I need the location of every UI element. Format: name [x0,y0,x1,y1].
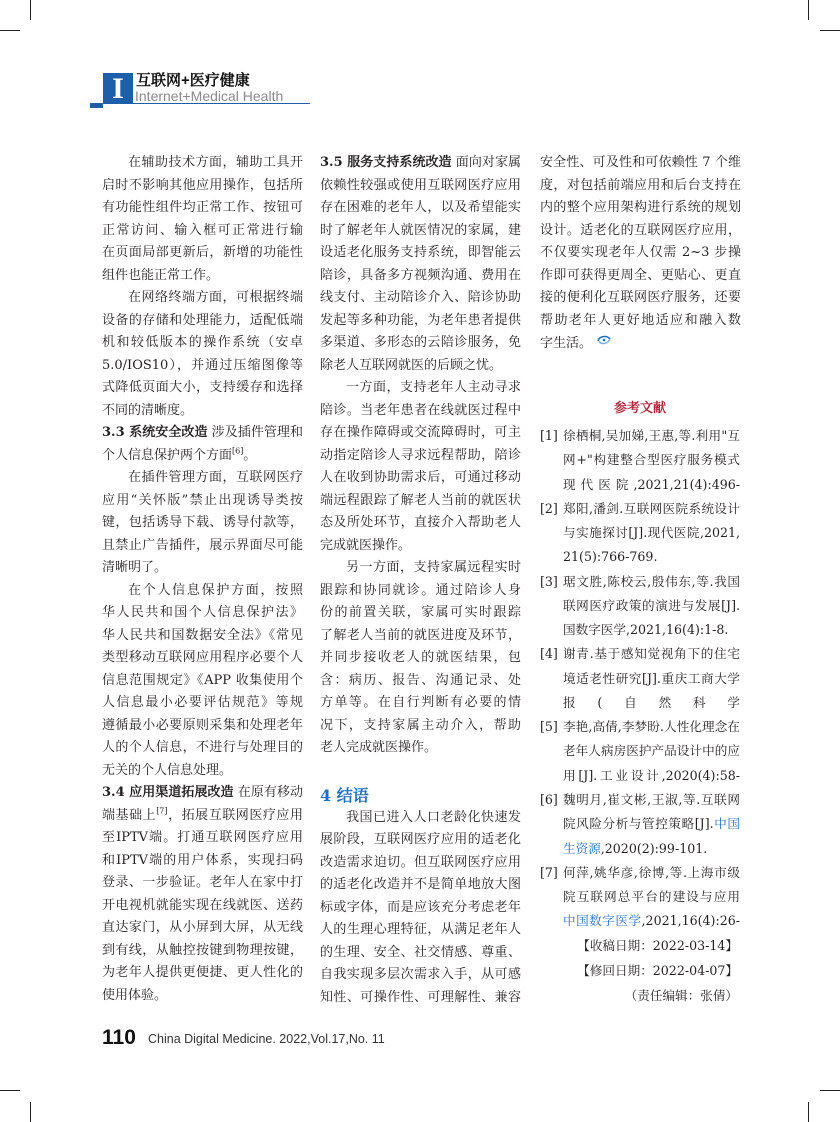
text-span: 标或字体，而是应该充分考虑老年 [320,899,521,915]
text-span: 登录、一步验证。老年人在家中打 [102,875,303,890]
reference-item [540,861,740,934]
revised-date: 【修回日期：2022-04-07】 [577,963,738,978]
text-line [102,557,303,580]
text-span: 陪诊。当老年患者在线就医过程中 [320,402,521,418]
paragraph [540,152,741,355]
crop-mark [820,30,840,31]
text-line [102,332,303,355]
text-span: 开电视机就能实现在线就医、送药 [102,897,303,913]
text-span: 自我实现多层次需求入手，从可感 [320,967,521,982]
text-span: 徐栖桐,吴加娣,王惠,等.利用"互 [563,428,740,443]
text-line [320,715,521,738]
text-span: 信息范围规定》《APP 收集使用个 [102,672,303,688]
reference-line [563,909,740,933]
text-span: 在网络终端方面，可根据终端 [128,290,303,305]
text-line [320,670,521,693]
text-span: 设备的存储和处理能力，适配低端 [102,312,303,328]
text-span: 一方面，支持老年人主动寻求 [346,380,521,395]
text-line [102,220,303,243]
text-line [102,805,303,828]
text-line [102,197,303,220]
text-line [102,467,303,490]
text-line [320,422,521,445]
text-span: 何萍,姚华彦,徐博,等.上海市级 [563,864,740,880]
text-span: 组件也能正常工作。 [102,267,220,283]
reference-number: [3] [540,573,558,589]
text-line [102,670,303,693]
text-span: 面向对家属 [451,155,521,170]
text-line [540,242,741,265]
text-span: 启时不影响其他应用操作，包括所 [102,177,303,193]
text-span: 机和较低版本的操作系统（安卓 [102,335,303,350]
text-line [102,782,303,805]
text-line [102,872,303,895]
text-span: 有功能性组件均正常工作、按钮可 [102,200,303,215]
text-span: 老年人病房医护产品设计中的应 [563,743,740,759]
text-span: 作即可获得更周全、更贴心、更直 [540,267,741,283]
crop-mark [30,1102,31,1122]
reference-line [563,837,740,861]
text-line [102,377,303,400]
text-span: ，拓展互联网医疗应用 [167,807,303,823]
reference-line [563,497,740,521]
text-line [320,692,521,715]
paragraph [102,152,303,287]
text-span: 5.0/IOS10），并通过压缩图像等 [102,357,303,373]
text-span: 为老年人提供更便捷、更人性化的 [102,965,303,980]
text-line [320,535,521,558]
text-span: 21(5):766-769. [563,549,658,565]
text-span: 无关的个人信息处理。 [102,762,233,778]
text-span: 设计。适老化的互联网医疗应用， [540,222,741,238]
section-title-cn: 互联网+医疗健康 [136,72,250,89]
text-span: 设适老化服务支持系统，即智能云 [320,245,521,260]
text-line [102,985,303,1008]
text-line [320,197,521,220]
references-list [540,424,740,934]
text-span: 式降低页面大小，支持缓存和选择 [102,380,303,395]
column-1 [102,152,303,1007]
paragraph [102,782,303,1007]
text-line [320,557,521,580]
reference-line [563,861,740,885]
text-line [320,897,521,920]
text-line [102,310,303,333]
text-span: 陪诊，具备多方视频沟通、费用在 [320,267,521,283]
section-heading: 3.5 服务支持系统改造 [320,155,452,170]
text-span: 。 [243,447,257,463]
text-line [320,987,521,1010]
text-line [320,287,521,310]
text-line [320,807,521,830]
paragraph [102,422,303,467]
text-line [320,220,521,243]
text-span: 遵循最小必要原则采集和处理老年 [102,717,303,733]
reference-line [563,594,740,618]
reference-line [563,788,740,812]
text-line [102,152,303,175]
text-line [102,625,303,648]
text-span: 报(自然科学 [563,694,740,710]
text-span: 况下，支持家属主动介入，帮助 [320,717,521,733]
text-line [540,197,741,220]
journal-citation: China Digital Medicine. 2022,Vol.17,No. 11 [148,1032,385,1046]
crop-mark [30,0,31,20]
reference-line [563,570,740,594]
text-span: 魏明月,崔文彬,王淑,等.互联网 [563,791,740,807]
text-span: 用[J].工业设计,2020(4):58- [563,767,740,783]
text-line [320,852,521,875]
text-line [102,287,303,310]
reference-line [563,812,740,836]
text-line [320,512,521,535]
text-line [320,400,521,423]
text-line [102,850,303,873]
text-span: 人的个人信息，不进行与处理目的 [102,740,303,755]
journal-logo: I [103,73,133,104]
text-line [102,917,303,940]
text-line [540,332,741,355]
text-span: 知性、可操作性、可理解性、兼容 [320,989,521,1005]
text-span: 中国数字医学 [563,913,642,929]
text-span: 的生理、安全、社交情感、尊重、 [320,944,521,960]
text-line [102,242,303,265]
text-line [102,692,303,715]
text-line [102,827,303,850]
received-date: 【收稿日期：2022-03-14】 [577,938,738,953]
text-line [320,332,521,355]
text-span: 正常访问、输入框可正常进行输 [102,222,303,238]
text-span: 老人完成就医操作。 [320,740,438,755]
text-line [320,310,521,333]
text-line [540,310,741,333]
reference-item [540,715,740,788]
text-span: 的适老化改造并不是简单地放大图 [320,877,521,892]
text-span: 联网医疗政策的演进与发展[J]. [563,597,740,613]
citation-superscript: [7] [156,806,168,816]
text-span: 李艳,高倩,李梦盼.人性化理念在 [563,719,740,735]
text-line [102,400,303,423]
text-line [540,220,741,243]
reference-number: [2] [540,500,558,516]
paragraph [320,557,521,760]
text-span: 谢青.基于感知觉视角下的住宅 [563,646,740,662]
text-line [320,242,521,265]
text-span: 院互联网总平台的建设与应用 [563,889,740,905]
reference-line [563,739,740,763]
paragraph [102,467,303,580]
text-span: 郑阳,潘剑.互联网医院系统设计 [563,500,740,516]
text-span: 使用体验。 [102,987,168,1003]
text-span: 与实施探讨[J].现代医院,2021, [563,525,740,541]
text-span: 存在困难的老年人，以及希望能实 [320,200,521,215]
text-line [102,715,303,738]
column-3 [540,152,741,355]
text-line [320,737,521,760]
reference-line [563,473,740,497]
reference-line [563,618,740,642]
crop-mark [808,1102,809,1122]
text-span: 依赖性较强或使用互联网医疗应用 [320,177,521,193]
text-span: 生资源 [563,840,601,856]
text-span: 至IPTV端。打通互联网医疗应用 [102,830,303,845]
text-span: ,2020(2):99-101. [600,840,708,856]
section-heading: 3.4 应用渠道拓展改造 [102,785,234,800]
text-span: 安全性、可及性和可依赖性 7 个维 [540,155,741,170]
text-span: 多渠道、多形态的云陪诊服务，免 [320,335,521,350]
text-span: 在原有移动 [233,785,303,800]
text-line [320,355,521,378]
text-line [102,647,303,670]
text-line [102,602,303,625]
citation-superscript: [6] [232,446,244,456]
text-span: 度，对包括前端应用和后台支持在 [540,177,741,193]
text-line [540,287,741,310]
text-span: 境适老性研究[J].重庆工商大学 [563,670,740,686]
text-span: 线支付、主动陪诊介入、陪诊协助 [320,290,521,305]
section-heading-conclusion: 4 结语 [320,785,369,805]
text-span: 端基础上 [102,807,157,823]
paragraph [320,152,521,377]
text-span: 在个人信息保护方面，按照 [128,582,303,598]
text-line [320,874,521,897]
text-line [320,602,521,625]
text-line [320,964,521,987]
text-span: 字生活。 [540,335,593,351]
text-line [540,152,741,175]
page-number: 110 [102,1026,136,1049]
text-span: 发起等多种功能，为老年患者提供 [320,312,521,328]
text-line [320,175,521,198]
text-span: 在页面局部更新后，新增的功能性 [102,245,303,260]
text-span: 内的整个应用架构进行系统的规划 [540,200,741,215]
reference-line [563,667,740,691]
text-span: 类型移动互联网应用程序必要个人 [102,650,303,665]
text-line [320,625,521,648]
paragraph [102,580,303,783]
text-span: 完成就医操作。 [320,537,412,553]
text-span: 网+"构建整合型医疗服务模式 [563,452,740,468]
text-line [320,580,521,603]
text-span: 不仅要实现老年人仅需 2~3 步操 [540,245,741,260]
text-span: 到有线，从触控按键到物理按键， [102,942,303,958]
crop-mark [808,0,809,20]
text-span: 个人信息保护两个方面 [102,447,233,463]
reference-line [563,642,740,666]
reference-line [563,691,740,715]
text-line [320,919,521,942]
text-span: 动指定陪诊人寻求远程帮助，陪诊 [320,447,521,463]
reference-item [540,424,740,497]
text-span: 华人民共和国个人信息保护法》 [102,605,303,620]
responsible-editor: （责任编辑：张倩） [624,988,738,1003]
text-line [320,490,521,513]
reference-line [563,545,740,569]
reference-number: [6] [540,791,558,807]
text-span: 份的前置关联，家属可实时跟踪 [320,605,521,620]
reference-item [540,497,740,570]
reference-number: [7] [540,864,558,880]
text-span: 国数字医学,2021,16(4):1-8. [563,622,729,638]
text-line [102,760,303,783]
text-span: 含：病历、报告、沟通记录、处 [320,672,521,688]
text-line [320,377,521,400]
text-line [540,265,741,288]
text-line [102,355,303,378]
text-span: 我国已进入人口老龄化快速发 [346,809,521,825]
section-heading: 3.3 系统安全改造 [102,425,208,440]
reference-number: [5] [540,719,558,735]
text-span: 不同的清晰度。 [102,402,194,418]
text-line [102,962,303,985]
text-line [102,895,303,918]
text-line [320,265,521,288]
text-line [102,737,303,760]
text-span: 帮助老年人更好地适应和融入数 [540,312,741,328]
text-span: 应用“关怀版”禁止出现诱导类按 [102,492,303,508]
text-span: 现代医院,2021,21(4):496- [563,476,740,492]
text-span: 另一方面，支持家属远程实时 [346,560,521,575]
text-line [102,490,303,513]
text-span: 改造需求迫切。但互联网医疗应用 [320,854,521,870]
text-line [102,940,303,963]
reference-line [563,715,740,739]
header-accent [90,103,103,108]
text-line [102,422,303,445]
text-span: 琚文胜,陈校云,殷伟东,等.我国 [563,573,740,589]
text-span: 键，包括诱导下载、诱导付款等， [102,515,303,530]
text-span: 人在收到协助需求后，可通过移动 [320,470,521,485]
reference-item [540,788,740,861]
paragraph [320,377,521,557]
text-line [102,580,303,603]
text-span: 除老人互联网就医的后顾之忧。 [320,357,503,373]
reference-line [563,521,740,545]
reference-item [540,570,740,643]
crop-mark [820,1090,840,1091]
crop-mark [0,30,20,31]
text-span: 且禁止广告插件，展示界面尽可能 [102,537,303,553]
paragraph [320,807,521,1010]
reference-line [563,764,740,788]
text-line [320,467,521,490]
text-line [320,445,521,468]
paragraph [102,287,303,422]
text-span: 在插件管理方面，互联网医疗 [128,470,303,485]
text-span: 接的便利化互联网医疗服务，还要 [540,290,741,305]
text-span: 并同步接收老人的就医结果，包 [320,650,521,665]
text-line [320,647,521,670]
text-line [320,829,521,852]
text-span: 院风险分析与管控策略[J]. [563,816,714,832]
article-dates [540,933,738,1008]
article-end-icon [596,332,612,355]
text-span: 跟踪和协同就诊。通过陪诊人身 [320,582,521,598]
reference-line [563,885,740,909]
reference-number: [1] [540,428,558,443]
text-span: 直达家门，从小屏到大屏，从无线 [102,920,303,935]
text-line [320,152,521,175]
text-span: ,2021,16(4):26- [641,913,740,929]
text-span: 人的生理心理特征，从满足老年人 [320,922,521,937]
text-span: 和IPTV端的用户体系，实现扫码 [102,852,303,868]
text-line [540,175,741,198]
text-line [102,512,303,535]
column-2 [320,152,521,1009]
text-span: 清晰明了。 [102,560,168,575]
text-line [102,445,303,468]
reference-line [563,424,740,448]
crop-mark [0,1090,20,1091]
text-span: 人信息最小必要评估规范》等规 [102,695,303,710]
reference-line [563,448,740,472]
references-heading: 参考文献 [613,400,666,415]
text-span: 展阶段，互联网医疗应用的适老化 [320,832,521,847]
text-span: 存在操作障碍或交流障碍时，可主 [320,425,521,440]
text-span: 在辅助技术方面，辅助工具开 [128,155,303,170]
text-span: 涉及插件管理和 [207,425,303,440]
text-line [102,175,303,198]
text-line [102,535,303,558]
text-line [320,942,521,965]
text-span: 方单等。在自行判断有必要的情 [320,695,521,710]
reference-item [540,642,740,715]
text-span: 态及所处环节，直接介入帮助老人 [320,515,521,530]
text-span: 中国 [713,816,740,832]
text-span: 了解老人当前的就医进度及环节， [320,627,521,643]
section-title-en: Internet+Medical Health [135,88,284,104]
text-span: 时了解老年人就医情况的家属，建 [320,222,521,238]
reference-number: [4] [540,646,558,662]
text-line [102,265,303,288]
text-span: 华人民共和国数据安全法》《常见 [102,627,303,643]
text-span: 端远程跟踪了解老人当前的就医状 [320,492,521,508]
